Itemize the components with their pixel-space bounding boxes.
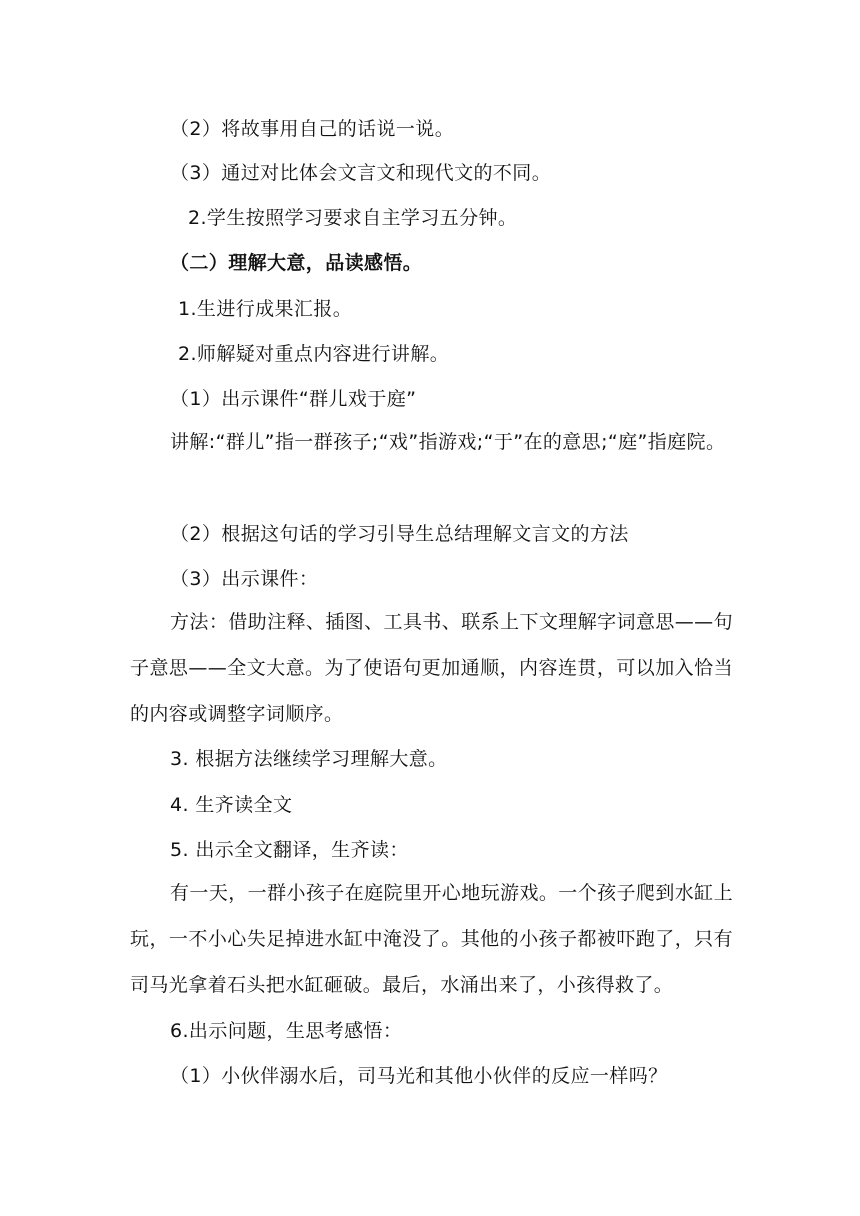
text-line-2: （3）通过对比体会文言文和现代文的不同。: [170, 162, 552, 184]
text-line-13: 4. 生齐读全文: [170, 794, 293, 816]
section-heading: （二）理解大意，品读感悟。: [170, 252, 423, 274]
text-line-5: 1.生进行成果汇报。: [178, 298, 353, 320]
text-line-14: 5. 出示全文翻译，生齐读：: [170, 839, 409, 861]
text-line-1: （2）将故事用自己的话说一说。: [170, 118, 455, 140]
text-line-9: （2）根据这句话的学习引导生总结理解文言文的方法: [170, 523, 629, 545]
paragraph-method: 方法：借助注释、插图、工具书、联系上下文理解字词意思——句子意思——全文大意。为了使语句更加通顺，内容连贯，可以加入恰当的内容或调整字词顺序。: [130, 611, 733, 725]
text-line-3: 2.学生按照学习要求自主学习五分钟。: [188, 207, 518, 229]
text-line-17: （1）小伙伴溺水后，司马光和其他小伙伴的反应一样吗？: [170, 1065, 668, 1087]
paragraph-translation: 有一天，一群小孩子在庭院里开心地玩游戏。一个孩子爬到水缸上玩，一不小心失足掉进水缸中淹没了。其他的小孩子都被吓跑了，只有司马光拿着石头把水缸砸破。最后，水涌出来了，小孩得救了。: [130, 882, 733, 996]
text-line-16: 6.出示问题，生思考感悟：: [170, 1020, 403, 1042]
text-line-6: 2.师解疑对重点内容进行讲解。: [178, 343, 450, 365]
text-line-7: （1）出示课件“群儿戏于庭”: [170, 388, 417, 410]
text-line-12: 3. 根据方法继续学习理解大意。: [170, 748, 448, 770]
text-line-10: （3）出示课件：: [170, 568, 319, 590]
paragraph-explanation: 讲解:“群儿”指一群孩子;“戏”指游戏;“于”在的意思;“庭”指庭院。: [170, 431, 726, 453]
